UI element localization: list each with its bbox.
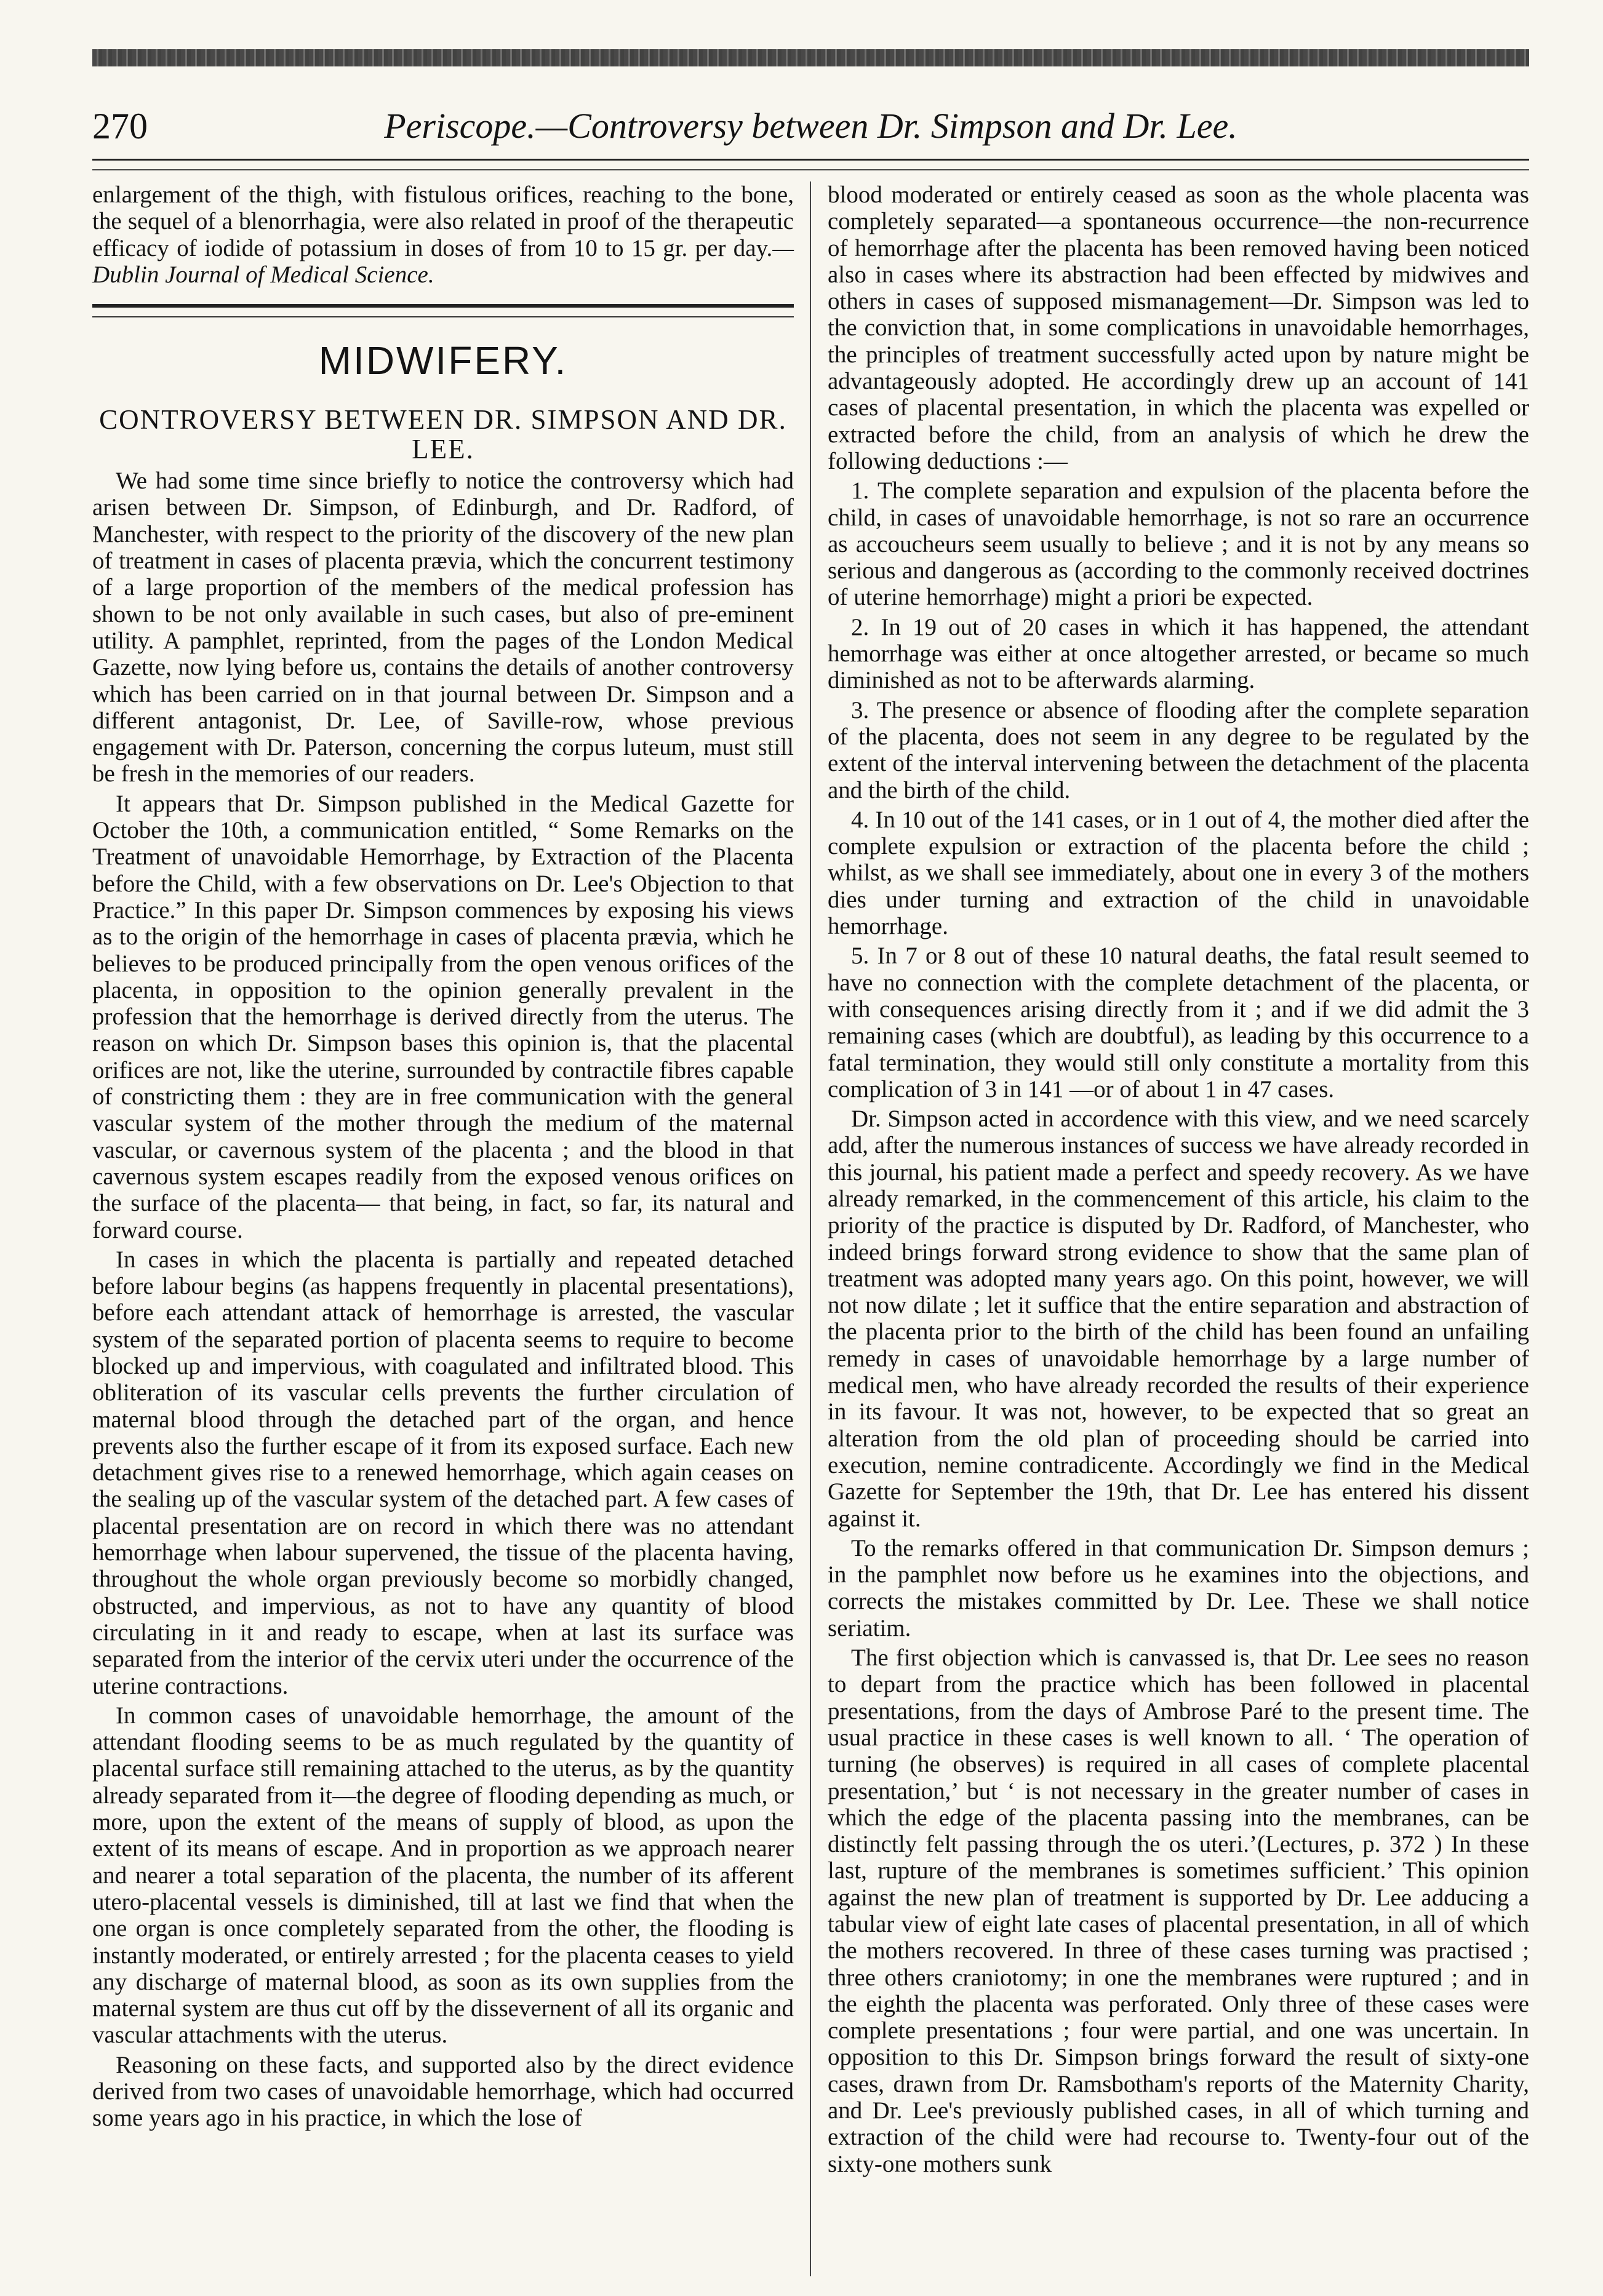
left-column: [92, 181, 794, 2276]
journal-page: [92, 49, 1529, 2276]
section-heading: MIDWIFERY.: [318, 338, 568, 383]
page-number: 270: [92, 106, 148, 146]
body-paragraph: Dr. Simpson acted in accordence with this view, and we need scarcely add, after the numerous instances of success we have already recorded in this journal, his patient made a perfect and speedy recovery. As we have already remarked, in the commencement of this article, his claim to the priority of the practice is disputed by Dr. Radford, of Manchester, who indeed brings forward strong evidence to show that the same plan of treatment was adopted many years ago. On this point, however, we will not now dilate ; let it suffice that the entire separation and abstraction of the placenta prior to the birth of the child has been found an unfailing remedy in cases of unavoidable hemorrhage by a large number of medical men, who have already recorded the results of their experience in its favour. It was not, however, to be expected that so great an alteration from the old plan of proceeding should be carried into execution, nemine contradicente. Accordingly we find in the Medical Gazette for September the 19th, that Dr. Lee has entered his dissent against it.: [828, 1106, 1529, 1532]
deduction-item: 1. The complete separation and expulsion of the placenta before the child, in cases of unavoidable hemorrhage, is not so rare an occurrence as accoucheurs seem usually to believe ; and it is not by any means so serious and dangerous as (according to the commonly received doctrines of uterine hemorrhage) might a priori be expected.: [828, 477, 1529, 611]
column-divider: [810, 181, 811, 2276]
body-paragraph: It appears that Dr. Simpson published in the Medical Gazette for October the 10th, a communication entitled, “ Some Remarks on the Treatment of unavoidable Hemorrhage, by Extraction of the Placenta before the Child, with a few observations on Dr. Lee's Objection to that Practice.” In this paper Dr. Simpson commences by exposing his views as to the origin of the hemorrhage in cases of placenta prævia, which he believes to be produced principally from the open venous orifices of the placenta, in opposition to the opinion generally prevalent in the profession that the hemorrhage is derived directly from the uterus. The reason on which Dr. Simpson bases this opinion is, that the placental orifices are not, like the uterine, surrounded by contractile fibres capable of constricting them : they are in free communication with the general vascular system of the mother through the medium of the maternal vascular, or cavernous system of the placenta ; and the blood in that cavernous system escapes readily from the exposed venous orifices on the surface of the placenta— that being, in fact, so far, its natural and forward course.: [92, 790, 794, 1243]
opening-citation: —Dublin Journal of Medical Science.: [92, 234, 794, 288]
body-paragraph: blood moderated or entirely ceased as soon as the whole placenta was completely separated—a spontaneous occurrence—the non-recurrence of hemorrhage after the placenta has been removed having been noticed also in cases where its abstraction had been effected by midwives and others in cases of supposed mismanagement—Dr. Simpson was led to the conviction that, in some complications in unavoidable hemorrhages, the principles of treatment successfully acted upon by nature might be advantageously adopted. He accordingly drew up an account of 141 cases of placental presentation, in which the placenta was expelled or extracted before the child, from an analysis of which he drew the following deductions :—: [828, 181, 1529, 474]
header-double-rule: [92, 159, 1529, 170]
body-paragraph: In common cases of unavoidable hemorrhage, the amount of the attendant flooding seems to be as much regulated by the quantity of placental surface still remaining attached to the uterus, as by the quantity already separated from it—the degree of flooding depending as much, or more, upon the extent of the means of supply of blood, as upon the extent of its means of escape. And in proportion as we approach nearer and nearer a total separation of the placenta, the number of its afferent utero-placental vessels is diminished, till at last we find that when the one organ is once completely separated from the other, the flooding is instantly moderated, or entirely arrested ; for the placenta ceases to yield any discharge of maternal blood, as soon as its own supplies from the maternal system are thus cut off by the dissevernent of all its organic and vascular attachments with the uterus.: [92, 1702, 794, 2049]
body-paragraph: Reasoning on these facts, and supported also by the direct evidence derived from two cases of unavoidable hemorrhage, which had occurred some years ago in his practice, in which the lose of: [92, 2051, 794, 2132]
body-paragraph: The first objection which is canvassed is, that Dr. Lee sees no reason to depart from the practice which has been followed in placental presentations, from the days of Ambrose Paré to the present time. The usual practice in these cases is well known to all. ‘ The operation of turning (he observes) is required in all cases of complete placental presentation,’ but ‘ is not necessary in the greater number of cases in which the edge of the placenta passing into the membranes, can be distinctly felt passing through the os uteri.’(Lectures, p. 372 ) In these last, rupture of the membranes is sometimes sufficient.’ This opinion against the new plan of treatment is supported by Dr. Lee adducing a tabular view of eight late cases of placental presentation, in all of which the mothers recovered. In three of these cases turning was practised ; three others craniotomy; in one the membranes were ruptured ; and in the eighth the placenta was perforated. Only three of these cases were complete presentations ; four were partial, and one was uncertain. In opposition to this Dr. Simpson brings forward the result of sixty-one cases, drawn from Dr. Ramsbotham's reports of the Maternity Charity, and Dr. Lee's previously published cases, in all of which turning and extraction of the child were had recourse to. Twenty-four out of the sixty-one mothers sunk: [828, 1644, 1529, 2177]
right-column: [828, 181, 1529, 2276]
body-paragraph: To the remarks offered in that communication Dr. Simpson demurs ; in the pamphlet now before us he examines into the objections, and corrects the mistakes committed by Dr. Lee. These we shall notice seriatim.: [828, 1534, 1529, 1641]
section-rule: [92, 304, 794, 317]
running-title: Periscope.—Controversy between Dr. Simpson and Dr. Lee.: [384, 106, 1237, 146]
page-header: [92, 100, 1529, 153]
opening-text: enlargement of the thigh, with fistulous orifices, reaching to the bone, the sequel of a blenorrhagia, were also related in proof of the therapeutic efficacy of iodide of potassium in doses of from 10 to 15 gr. per day.: [92, 181, 794, 261]
deduction-item: 3. The presence or absence of flooding after the complete separation of the placenta, does not seem in any degree to be regulated by the extent of the interval intervening between the detachment of the placenta and the birth of the child.: [828, 696, 1529, 803]
opening-paragraph: [92, 181, 794, 288]
deduction-item: 4. In 10 out of the 141 cases, or in 1 out of 4, the mother died after the complete expulsion or extraction of the placenta before the child ; whilst, as we shall see immediately, about one in every 3 of the mothers dies under turning and extraction of the child in unavoidable hemorrhage.: [828, 806, 1529, 940]
body-paragraph: In cases in which the placenta is partially and repeated detached before labour begins (as happens frequently in placental presentations), before each attendant attack of hemorrhage is arrested, the vascular system of the separated portion of placenta seems to require to become blocked up and impervious, with coagulated and infiltrated blood. This obliteration of its vascular cells prevents the further circulation of maternal blood through the detached part of the organ, and hence prevents also the further escape of it from its exposed surface. Each new detachment gives rise to a renewed hemorrhage, which again ceases on the sealing up of the vascular system of the detached part. A few cases of placental presentation are on record in which there was no attendant hemorrhage when labour supervened, the tissue of the placenta having, throughout the whole organ previously become so morbidly changed, obstructed, and impervious, as not to have any quantity of blood circulating in it and ready to escape, when at last its surface was separated from the interior of the cervix uteri under the occurrence of the uterine contractions.: [92, 1246, 794, 1699]
deduction-item: 2. In 19 out of 20 cases in which it has happened, the attendant hemorrhage was either at once altogether arrested, or became so much diminished as not to be afterwards alarming.: [828, 613, 1529, 694]
body-paragraph: We had some time since briefly to notice the controversy which had arisen between Dr. Simpson, of Edinburgh, and Dr. Radford, of Manchester, with respect to the priority of the discovery of the new plan of treatment in cases of placenta prævia, which the concurrent testimony of a large proportion of the members of the medical profession has shown to be not only available in such cases, but also of pre-eminent utility. A pamphlet, reprinted, from the pages of the London Medical Gazette, now lying before us, contains the details of another controversy which has been carried on in that journal between Dr. Simpson and a different antagonist, Dr. Lee, of Saville-row, whose previous engagement with Dr. Paterson, concerning the corpus luteum, must still be fresh in the memories of our readers.: [92, 468, 794, 787]
deduction-item: 5. In 7 or 8 out of these 10 natural deaths, the fatal result seemed to have no connection with the complete detachment of the placenta, or with consequences arising directly from it ; and if we did admit the 3 remaining cases (which are doubtful), as leading by this occurrence to a fatal termination, they would still only constitute a mortality from this complication of 3 in 141 —or of about 1 in 47 cases.: [828, 943, 1529, 1102]
top-ornamental-rule: [92, 49, 1529, 66]
article-title: CONTROVERSY BETWEEN DR. SIMPSON AND DR. LEE.: [99, 404, 787, 465]
